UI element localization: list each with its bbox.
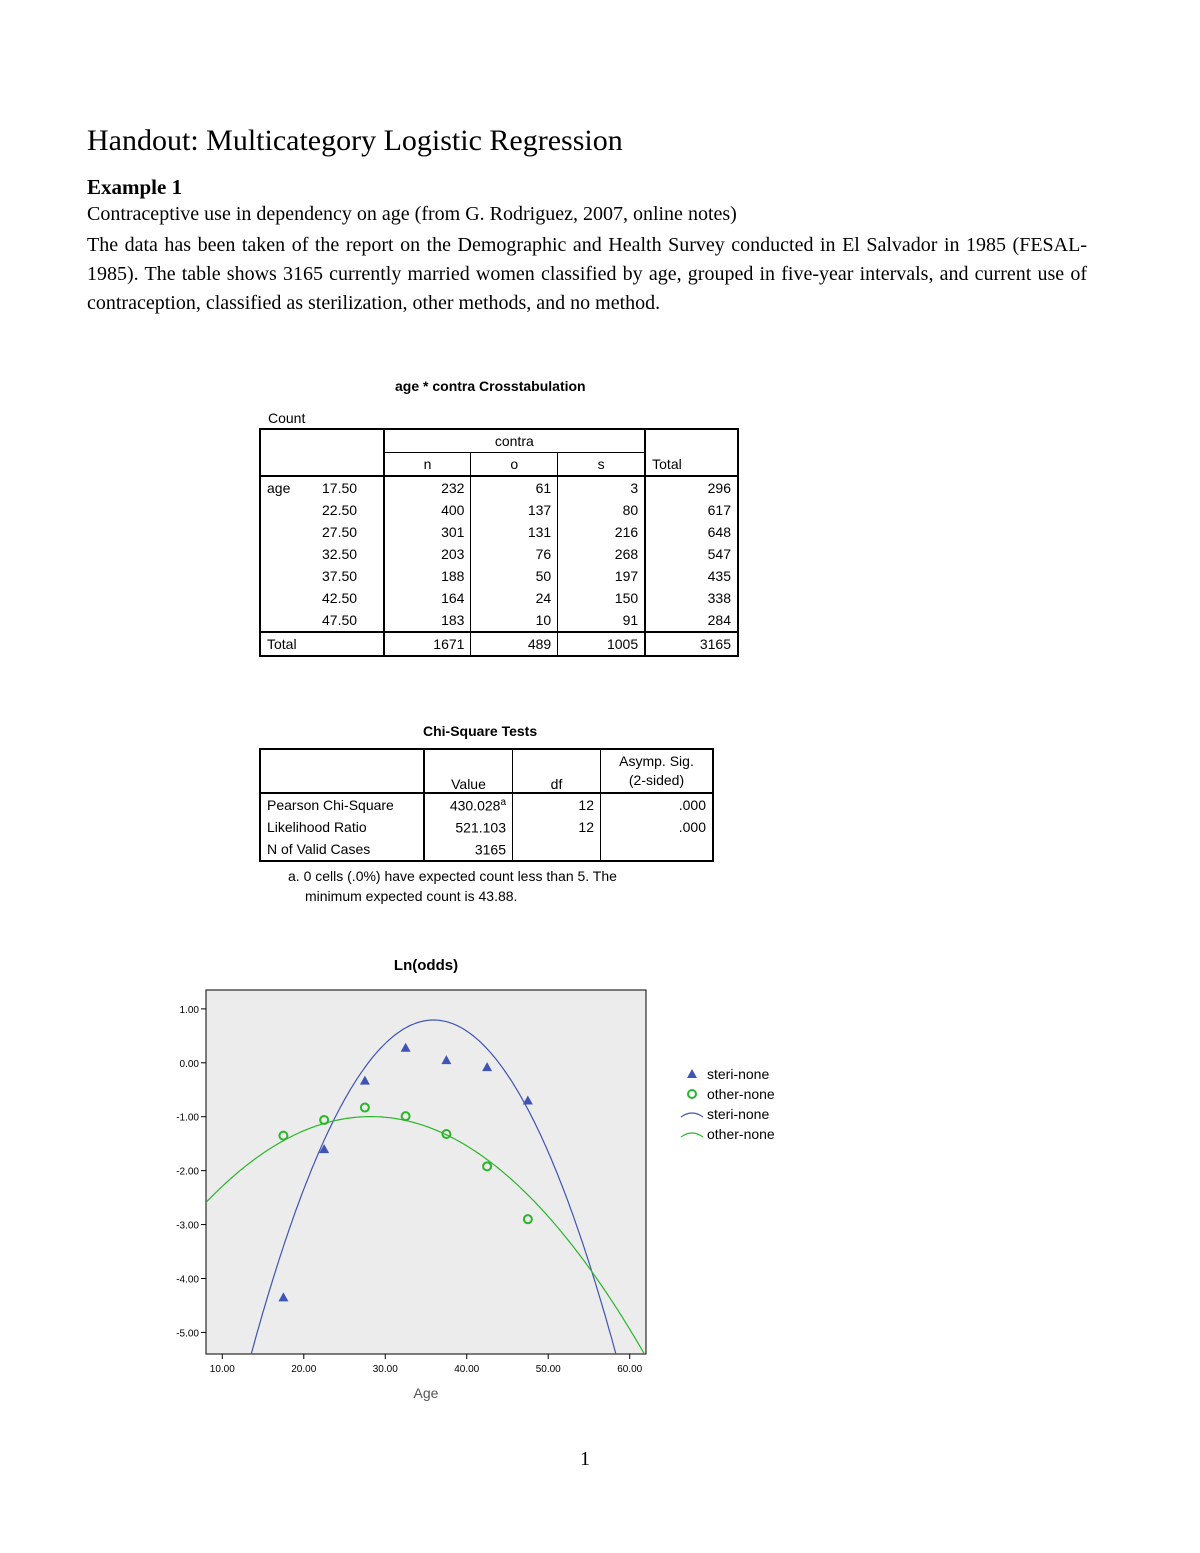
chisq-sig-cell: .000: [601, 816, 714, 838]
example-heading: Example 1: [87, 175, 183, 199]
row-label-cell: [260, 565, 384, 587]
x-tick-label: 30.00: [372, 1364, 398, 1375]
table-row: [260, 793, 713, 816]
crosstab-total-header: Total: [645, 453, 738, 477]
chisq-row-label: Pearson Chi-Square: [267, 797, 394, 813]
age-value: 22.50: [322, 502, 358, 518]
row-label-cell: [260, 609, 384, 632]
table-cell: 232: [384, 476, 471, 499]
x-tick-label: 50.00: [535, 1364, 561, 1375]
age-value: 27.50: [322, 524, 358, 540]
table-cell: 1005: [558, 632, 645, 656]
chisq-df-cell: 12: [513, 793, 601, 816]
chisq-footnote: [288, 866, 617, 906]
age-value: 32.50: [322, 546, 358, 562]
table-cell: 137: [471, 499, 558, 521]
x-axis-label: Age: [413, 1385, 439, 1401]
chart-title: Ln(odds): [393, 957, 459, 974]
table-cell: 216: [558, 521, 645, 543]
table-row: [260, 476, 738, 499]
table-cell: 10: [471, 609, 558, 632]
legend-label: steri-none: [707, 1066, 770, 1082]
crosstab-col-header: s: [558, 453, 645, 477]
body-paragraph: The data has been taken of the report on the Demographic and Health Survey conducted in El Salvador in 1985 (FESAL-1985). The table shows 3165 currently married women classified by age, grouped in five-year intervals, and current use of contraception, classified as sterilization, other methods, and no method.: [87, 234, 1087, 314]
chisq-row-label: Likelihood Ratio: [267, 819, 367, 835]
y-tick-label: 0.00: [179, 1058, 199, 1070]
table-cell: 400: [384, 499, 471, 521]
table-cell: 268: [558, 543, 645, 565]
legend-marker: [681, 1113, 703, 1117]
table-cell: 183: [384, 609, 471, 632]
chisq-sig-cell: .000: [601, 793, 714, 816]
table-row: [260, 521, 738, 543]
x-tick-label: 40.00: [454, 1364, 480, 1375]
chisq-value-cell: [424, 816, 513, 838]
x-tick-label: 10.00: [209, 1364, 235, 1375]
chisq-header-sig-line2: (2-sided): [628, 772, 685, 788]
chisq-header-value: Value: [424, 749, 513, 793]
y-tick-label: 1.00: [179, 1004, 199, 1016]
plot-area: [206, 990, 646, 1354]
crosstab-table: [259, 428, 739, 657]
crosstab-col-header: n: [384, 453, 471, 477]
table-row: [260, 565, 738, 587]
legend-marker: [681, 1133, 703, 1137]
chisq-header-df: df: [513, 749, 601, 793]
chisq-title: Chi-Square Tests: [423, 723, 538, 739]
chisq-table: [259, 748, 714, 862]
y-tick-label: -5.00: [176, 1328, 199, 1340]
row-label-cell: [260, 499, 384, 521]
row-variable-label: age: [267, 480, 291, 496]
table-row: [260, 543, 738, 565]
table-row: [260, 499, 738, 521]
row-label-cell: [260, 476, 384, 499]
table-cell: 197: [558, 565, 645, 587]
table-row: [260, 587, 738, 609]
legend-marker: [687, 1069, 697, 1078]
chisq-sig-cell: [601, 838, 714, 861]
chisq-value-cell: [424, 793, 513, 816]
chisq-row-label: N of Valid Cases: [267, 841, 371, 857]
example-subtitle: Contraceptive use in dependency on age (from G. Rodriguez, 2007, online notes): [87, 203, 737, 225]
table-cell: 489: [471, 632, 558, 656]
crosstab-total-label: Total: [267, 636, 297, 652]
table-cell: 617: [645, 499, 738, 521]
table-cell: 24: [471, 587, 558, 609]
chisq-header-sig-line1: Asymp. Sig.: [619, 753, 694, 769]
y-tick-label: -4.00: [176, 1274, 199, 1286]
crosstab-group-header: contra: [384, 429, 646, 453]
footnote-marker: a: [500, 796, 506, 808]
row-label-cell: [260, 587, 384, 609]
table-cell: 188: [384, 565, 471, 587]
table-row: [260, 838, 713, 861]
x-tick-label: 60.00: [617, 1364, 643, 1375]
crosstab-col-header: o: [471, 453, 558, 477]
table-cell: 131: [471, 521, 558, 543]
table-cell: 76: [471, 543, 558, 565]
table-cell: 301: [384, 521, 471, 543]
table-cell: 50: [471, 565, 558, 587]
table-row: [260, 816, 713, 838]
chisq-footnote-line1: a. 0 cells (.0%) have expected count less than 5. The: [288, 868, 617, 884]
page-number: 1: [580, 1448, 590, 1470]
table-cell: 61: [471, 476, 558, 499]
chisq-footnote-line2: minimum expected count is 43.88.: [305, 888, 518, 904]
age-value: 42.50: [322, 590, 358, 606]
chisq-value: 430.028: [449, 797, 501, 814]
table-cell: 3: [558, 476, 645, 499]
table-cell: 91: [558, 609, 645, 632]
table-cell: 547: [645, 543, 738, 565]
chisq-value: 521.103: [455, 819, 506, 836]
legend-label: other-none: [707, 1086, 775, 1102]
chisq-df-cell: 12: [513, 816, 601, 838]
table-cell: 284: [645, 609, 738, 632]
crosstab-total-row: [260, 632, 738, 656]
table-cell: 1671: [384, 632, 471, 656]
legend-label: steri-none: [707, 1106, 770, 1122]
crosstab-title: age * contra Crosstabulation: [395, 378, 586, 394]
table-cell: 164: [384, 587, 471, 609]
age-value: 17.50: [322, 480, 358, 496]
table-cell: 435: [645, 565, 738, 587]
x-tick-label: 20.00: [291, 1364, 317, 1375]
chisq-df-cell: [513, 838, 601, 861]
table-cell: 296: [645, 476, 738, 499]
chisq-value: 3165: [474, 841, 506, 858]
row-label-cell: [260, 521, 384, 543]
ln-odds-chart: [170, 950, 820, 1410]
y-tick-label: -2.00: [176, 1166, 199, 1178]
y-tick-label: -3.00: [176, 1220, 199, 1232]
table-cell: 150: [558, 587, 645, 609]
chisq-value-cell: [424, 838, 513, 861]
table-cell: 338: [645, 587, 738, 609]
legend-label: other-none: [707, 1126, 775, 1142]
age-value: 47.50: [322, 612, 358, 628]
table-cell: 203: [384, 543, 471, 565]
table-cell: 648: [645, 521, 738, 543]
table-cell: 80: [558, 499, 645, 521]
table-cell: 3165: [645, 632, 738, 656]
y-tick-label: -1.00: [176, 1112, 199, 1124]
page-title: Handout: Multicategory Logistic Regression: [87, 124, 623, 157]
legend-marker: [688, 1090, 696, 1098]
row-label-cell: [260, 543, 384, 565]
table-row: [260, 609, 738, 632]
age-value: 37.50: [322, 568, 358, 584]
crosstab-count-label: Count: [268, 410, 306, 426]
chisq-header-sig: [601, 749, 714, 793]
